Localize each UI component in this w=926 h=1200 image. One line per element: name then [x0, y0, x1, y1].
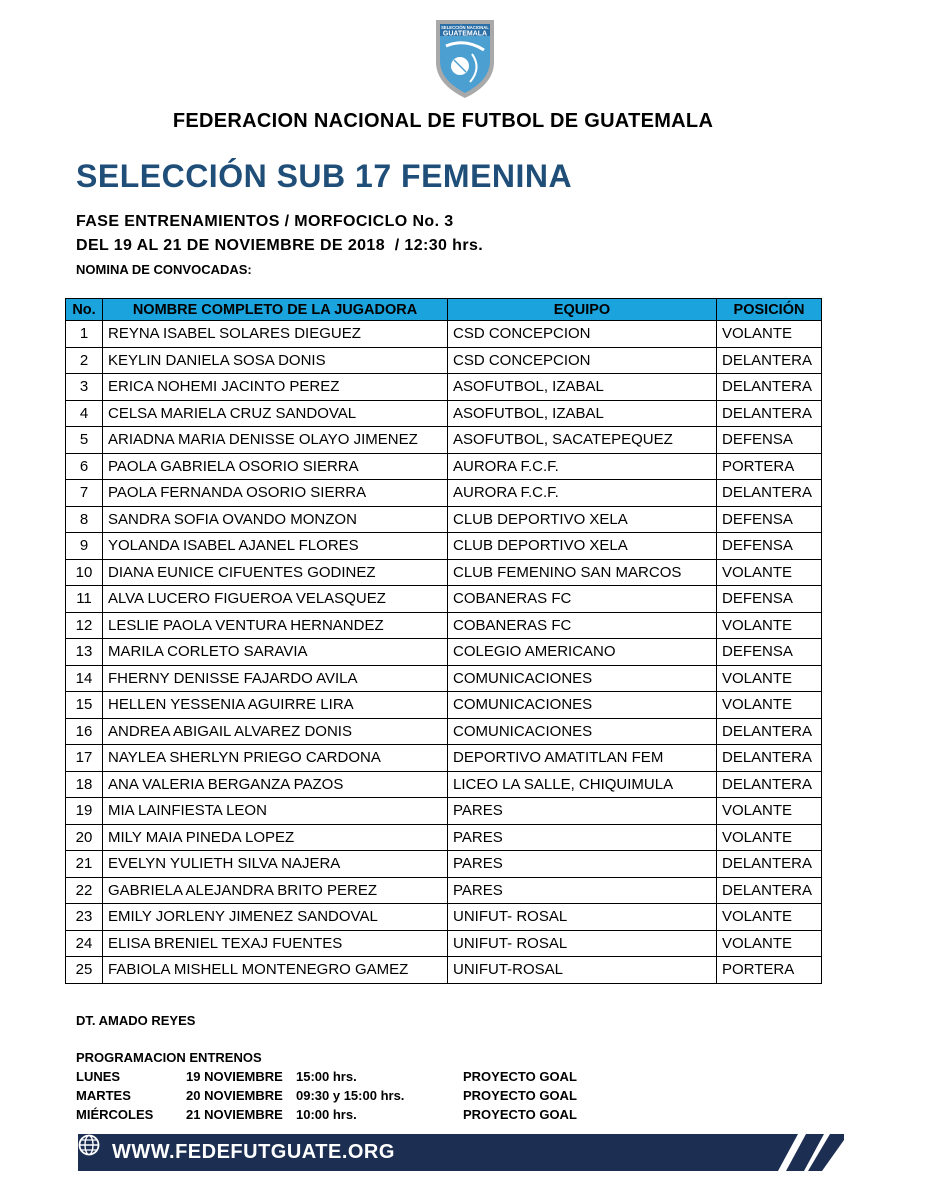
cell-player-name: EMILY JORLENY JIMENEZ SANDOVAL — [103, 904, 448, 931]
cell-player-name: ANDREA ABIGAIL ALVAREZ DONIS — [103, 718, 448, 745]
table-row — [66, 321, 822, 348]
cell-number: 2 — [66, 347, 103, 374]
cell-number: 9 — [66, 533, 103, 560]
cell-player-name: MARILA CORLETO SARAVIA — [103, 639, 448, 666]
schedule-place: PROYECTO GOAL — [463, 1088, 577, 1103]
cell-player-name: PAOLA FERNANDA OSORIO SIERRA — [103, 480, 448, 507]
cell-team: ASOFUTBOL, IZABAL — [448, 400, 717, 427]
cell-team: UNIFUT- ROSAL — [448, 930, 717, 957]
cell-team: LICEO LA SALLE, CHIQUIMULA — [448, 771, 717, 798]
cell-number: 19 — [66, 798, 103, 825]
cell-position: DEFENSA — [717, 427, 822, 454]
cell-team: COMUNICACIONES — [448, 718, 717, 745]
cell-number: 11 — [66, 586, 103, 613]
cell-position: DELANTERA — [717, 851, 822, 878]
schedule-time: 15:00 hrs. — [296, 1069, 357, 1084]
cell-number: 3 — [66, 374, 103, 401]
footer-banner — [78, 1134, 844, 1171]
cell-position: DEFENSA — [717, 639, 822, 666]
cell-position: DEFENSA — [717, 533, 822, 560]
cell-player-name: YOLANDA ISABEL AJANEL FLORES — [103, 533, 448, 560]
cell-number: 6 — [66, 453, 103, 480]
federation-crest-logo — [432, 16, 498, 100]
cell-position: DELANTERA — [717, 718, 822, 745]
cell-position: VOLANTE — [717, 612, 822, 639]
cell-player-name: GABRIELA ALEJANDRA BRITO PEREZ — [103, 877, 448, 904]
table-row — [66, 957, 822, 984]
cell-position: DELANTERA — [717, 400, 822, 427]
table-row — [66, 347, 822, 374]
cell-number: 16 — [66, 718, 103, 745]
cell-number: 18 — [66, 771, 103, 798]
schedule-day: MIÉRCOLES — [76, 1107, 154, 1122]
roster-header-row — [66, 299, 822, 321]
cell-number: 22 — [66, 877, 103, 904]
schedule-row — [76, 1107, 596, 1125]
table-row — [66, 453, 822, 480]
schedule-row — [76, 1069, 596, 1087]
cell-team: CLUB DEPORTIVO XELA — [448, 506, 717, 533]
cell-team: COLEGIO AMERICANO — [448, 639, 717, 666]
cell-position: VOLANTE — [717, 692, 822, 719]
selection-title: SELECCIÓN SUB 17 FEMENINA — [76, 158, 573, 194]
cell-position: DELANTERA — [717, 877, 822, 904]
schedule-time: 10:00 hrs. — [296, 1107, 357, 1122]
cell-number: 5 — [66, 427, 103, 454]
cell-team: UNIFUT- ROSAL — [448, 904, 717, 931]
schedule-day: LUNES — [76, 1069, 121, 1084]
globe-icon — [78, 1134, 100, 1156]
header-position: POSICIÓN — [717, 299, 822, 321]
cell-player-name: MILY MAIA PINEDA LOPEZ — [103, 824, 448, 851]
table-row — [66, 665, 822, 692]
table-row — [66, 427, 822, 454]
cell-team: CLUB FEMENINO SAN MARCOS — [448, 559, 717, 586]
cell-number: 20 — [66, 824, 103, 851]
schedule-time: 09:30 y 15:00 hrs. — [296, 1088, 405, 1103]
cell-team: PARES — [448, 824, 717, 851]
cell-position: DEFENSA — [717, 506, 822, 533]
cell-number: 23 — [66, 904, 103, 931]
table-row — [66, 771, 822, 798]
schedule-date: 21 NOVIEMBRE — [186, 1107, 283, 1122]
cell-team: AURORA F.C.F. — [448, 453, 717, 480]
table-row — [66, 877, 822, 904]
table-row — [66, 480, 822, 507]
cell-position: DELANTERA — [717, 480, 822, 507]
cell-team: PARES — [448, 877, 717, 904]
cell-position: VOLANTE — [717, 559, 822, 586]
cell-player-name: ARIADNA MARIA DENISSE OLAYO JIMENEZ — [103, 427, 448, 454]
cell-team: ASOFUTBOL, SACATEPEQUEZ — [448, 427, 717, 454]
table-row — [66, 904, 822, 931]
cell-number: 12 — [66, 612, 103, 639]
cell-team: COBANERAS FC — [448, 612, 717, 639]
table-row — [66, 400, 822, 427]
cell-position: VOLANTE — [717, 665, 822, 692]
cell-player-name: LESLIE PAOLA VENTURA HERNANDEZ — [103, 612, 448, 639]
cell-player-name: SANDRA SOFIA OVANDO MONZON — [103, 506, 448, 533]
cell-number: 4 — [66, 400, 103, 427]
cell-player-name: CELSA MARIELA CRUZ SANDOVAL — [103, 400, 448, 427]
cell-position: DELANTERA — [717, 347, 822, 374]
crest-label-main: GUATEMALA — [442, 30, 488, 38]
header-name: NOMBRE COMPLETO DE LA JUGADORA — [103, 299, 448, 321]
table-row — [66, 639, 822, 666]
table-row — [66, 612, 822, 639]
table-row — [66, 506, 822, 533]
website-link[interactable]: WWW.FEDEFUTGUATE.ORG — [112, 1141, 395, 1163]
cell-number: 13 — [66, 639, 103, 666]
cell-number: 17 — [66, 745, 103, 772]
schedule-place: PROYECTO GOAL — [463, 1069, 577, 1084]
schedule-place: PROYECTO GOAL — [463, 1107, 577, 1122]
cell-player-name: FHERNY DENISSE FAJARDO AVILA — [103, 665, 448, 692]
schedule-row — [76, 1088, 596, 1106]
cell-number: 25 — [66, 957, 103, 984]
cell-team: ASOFUTBOL, IZABAL — [448, 374, 717, 401]
cell-position: DEFENSA — [717, 586, 822, 613]
cell-number: 21 — [66, 851, 103, 878]
cell-player-name: KEYLIN DANIELA SOSA DONIS — [103, 347, 448, 374]
cell-position: PORTERA — [717, 957, 822, 984]
cell-player-name: PAOLA GABRIELA OSORIO SIERRA — [103, 453, 448, 480]
cell-team: COBANERAS FC — [448, 586, 717, 613]
roster-heading: NOMINA DE CONVOCADAS: — [76, 262, 252, 277]
cell-player-name: ANA VALERIA BERGANZA PAZOS — [103, 771, 448, 798]
cell-player-name: REYNA ISABEL SOLARES DIEGUEZ — [103, 321, 448, 348]
cell-player-name: DIANA EUNICE CIFUENTES GODINEZ — [103, 559, 448, 586]
cell-player-name: ERICA NOHEMI JACINTO PEREZ — [103, 374, 448, 401]
cell-position: VOLANTE — [717, 904, 822, 931]
cell-position: VOLANTE — [717, 824, 822, 851]
cell-position: DELANTERA — [717, 771, 822, 798]
schedule-date: 19 NOVIEMBRE — [186, 1069, 283, 1084]
table-row — [66, 824, 822, 851]
cell-position: VOLANTE — [717, 930, 822, 957]
table-row — [66, 692, 822, 719]
cell-player-name: FABIOLA MISHELL MONTENEGRO GAMEZ — [103, 957, 448, 984]
cell-position: VOLANTE — [717, 798, 822, 825]
table-row — [66, 533, 822, 560]
header-no: No. — [66, 299, 103, 321]
cell-number: 10 — [66, 559, 103, 586]
schedule-day: MARTES — [76, 1088, 131, 1103]
federation-name: FEDERACION NACIONAL DE FUTBOL DE GUATEMALA — [172, 110, 714, 132]
cell-team: DEPORTIVO AMATITLAN FEM — [448, 745, 717, 772]
cell-number: 14 — [66, 665, 103, 692]
cell-player-name: HELLEN YESSENIA AGUIRRE LIRA — [103, 692, 448, 719]
table-row — [66, 851, 822, 878]
cell-position: DELANTERA — [717, 374, 822, 401]
table-row — [66, 718, 822, 745]
cell-team: COMUNICACIONES — [448, 665, 717, 692]
cell-team: COMUNICACIONES — [448, 692, 717, 719]
table-row — [66, 559, 822, 586]
table-row — [66, 374, 822, 401]
training-dates: DEL 19 AL 21 DE NOVIEMBRE DE 2018 / 12:30 hrs. — [76, 237, 484, 254]
cell-number: 24 — [66, 930, 103, 957]
cell-number: 1 — [66, 321, 103, 348]
cell-position: DELANTERA — [717, 745, 822, 772]
table-row — [66, 745, 822, 772]
table-row — [66, 586, 822, 613]
cell-player-name: EVELYN YULIETH SILVA NAJERA — [103, 851, 448, 878]
coach-name: DT. AMADO REYES — [76, 1013, 196, 1028]
cell-team: CLUB DEPORTIVO XELA — [448, 533, 717, 560]
cell-position: PORTERA — [717, 453, 822, 480]
cell-number: 8 — [66, 506, 103, 533]
schedule-title: PROGRAMACION ENTRENOS — [76, 1050, 262, 1065]
cell-team: PARES — [448, 798, 717, 825]
table-row — [66, 798, 822, 825]
cell-team: CSD CONCEPCION — [448, 321, 717, 348]
table-row — [66, 930, 822, 957]
training-phase: FASE ENTRENAMIENTOS / MORFOCICLO No. 3 — [76, 213, 454, 230]
cell-team: UNIFUT-ROSAL — [448, 957, 717, 984]
cell-player-name: ALVA LUCERO FIGUEROA VELASQUEZ — [103, 586, 448, 613]
schedule-date: 20 NOVIEMBRE — [186, 1088, 283, 1103]
cell-team: AURORA F.C.F. — [448, 480, 717, 507]
header-team: EQUIPO — [448, 299, 717, 321]
roster-table — [65, 298, 822, 984]
cell-player-name: NAYLEA SHERLYN PRIEGO CARDONA — [103, 745, 448, 772]
cell-player-name: MIA LAINFIESTA LEON — [103, 798, 448, 825]
cell-team: CSD CONCEPCION — [448, 347, 717, 374]
cell-position: VOLANTE — [717, 321, 822, 348]
cell-player-name: ELISA BRENIEL TEXAJ FUENTES — [103, 930, 448, 957]
crest-label-top: SELECCIÓN NACIONAL — [441, 25, 489, 30]
cell-team: PARES — [448, 851, 717, 878]
cell-number: 7 — [66, 480, 103, 507]
cell-number: 15 — [66, 692, 103, 719]
